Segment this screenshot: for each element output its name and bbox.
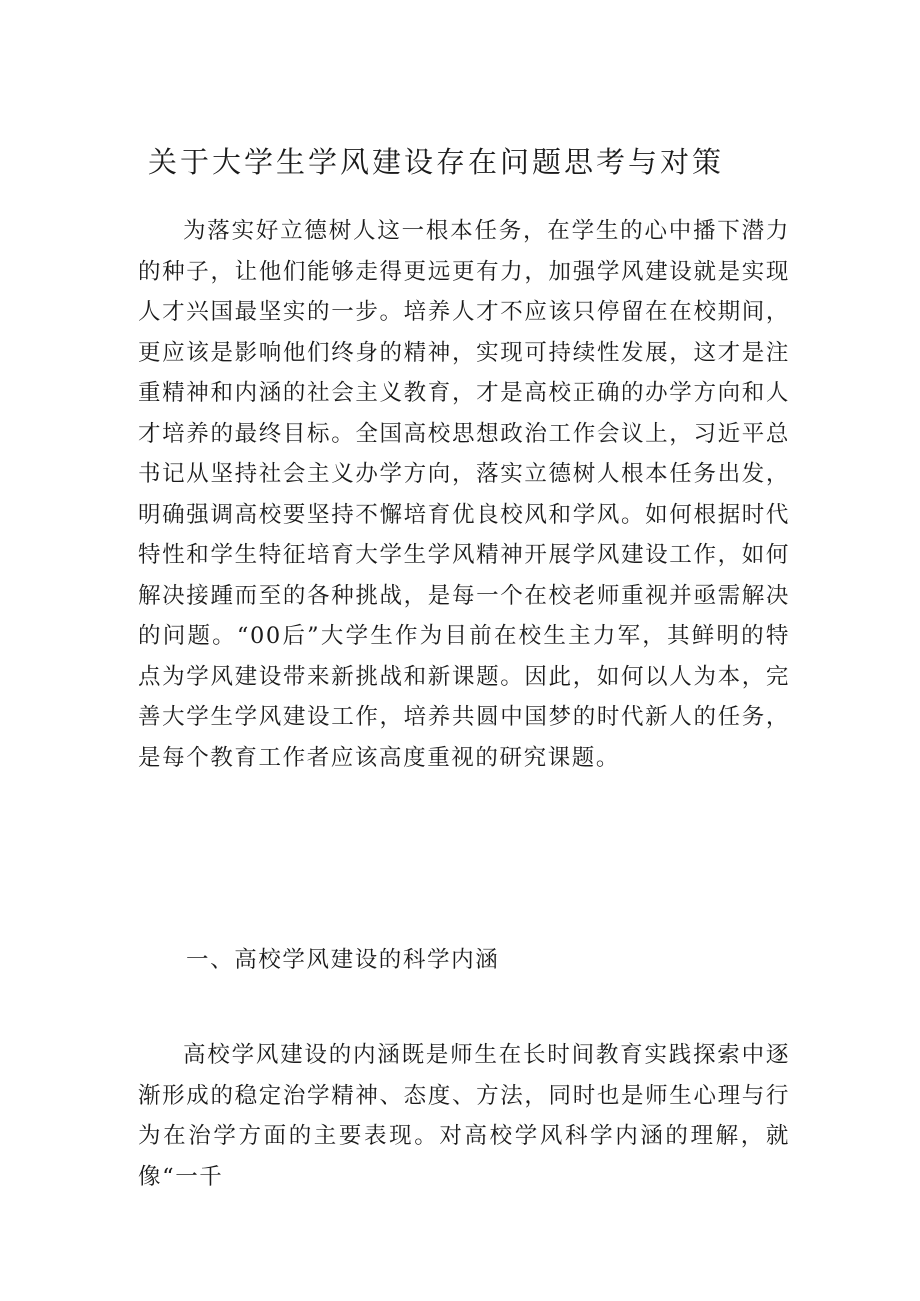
document-title: 关于大学生学风建设存在问题思考与对策 — [148, 145, 725, 179]
section-heading: 一、高校学风建设的科学内涵 — [186, 947, 500, 973]
section-paragraph: 高校学风建设的内涵既是师生在长时间教育实践探索中逐渐形成的稳定治学精神、态度、方法，同时也是师生心理与行为在治学方面的主要表现。对高校学风科学内涵的理解，就像“一千 — [138, 1042, 790, 1190]
intro-paragraph: 为落实好立德树人这一根本任务，在学生的心中播下潜力的种子，让他们能够走得更远更有力，加强学风建设就是实现人才兴国最坚实的一步。培养人才不应该只停留在在校期间，更应该是影响他们终身的精神，实现可持续性发展，这才是注重精神和内涵的社会主义教育，才是高校正确的办学方向和人才培养的最终目标。全国高校思想政治工作会议上，习近平总书记从坚持社会主义办学方向，落实立德树人根本任务出发，明确强调高校要坚持不懈培育优良校风和学风。如何根据时代特性和学生特征培育大学生学风精神开展学风建设工作，如何解决接踵而至的各种挑战，是每一个在校老师重视并亟需解决的问题。“00后”大学生作为目前在校生主力军，其鲜明的特点为学风建设带来新挑战和新课题。因此，如何以人为本，完善大学生学风建设工作，培养共圆中国梦的时代新人的任务，是每个教育工作者应该高度重视的研究课题。 — [138, 218, 790, 771]
